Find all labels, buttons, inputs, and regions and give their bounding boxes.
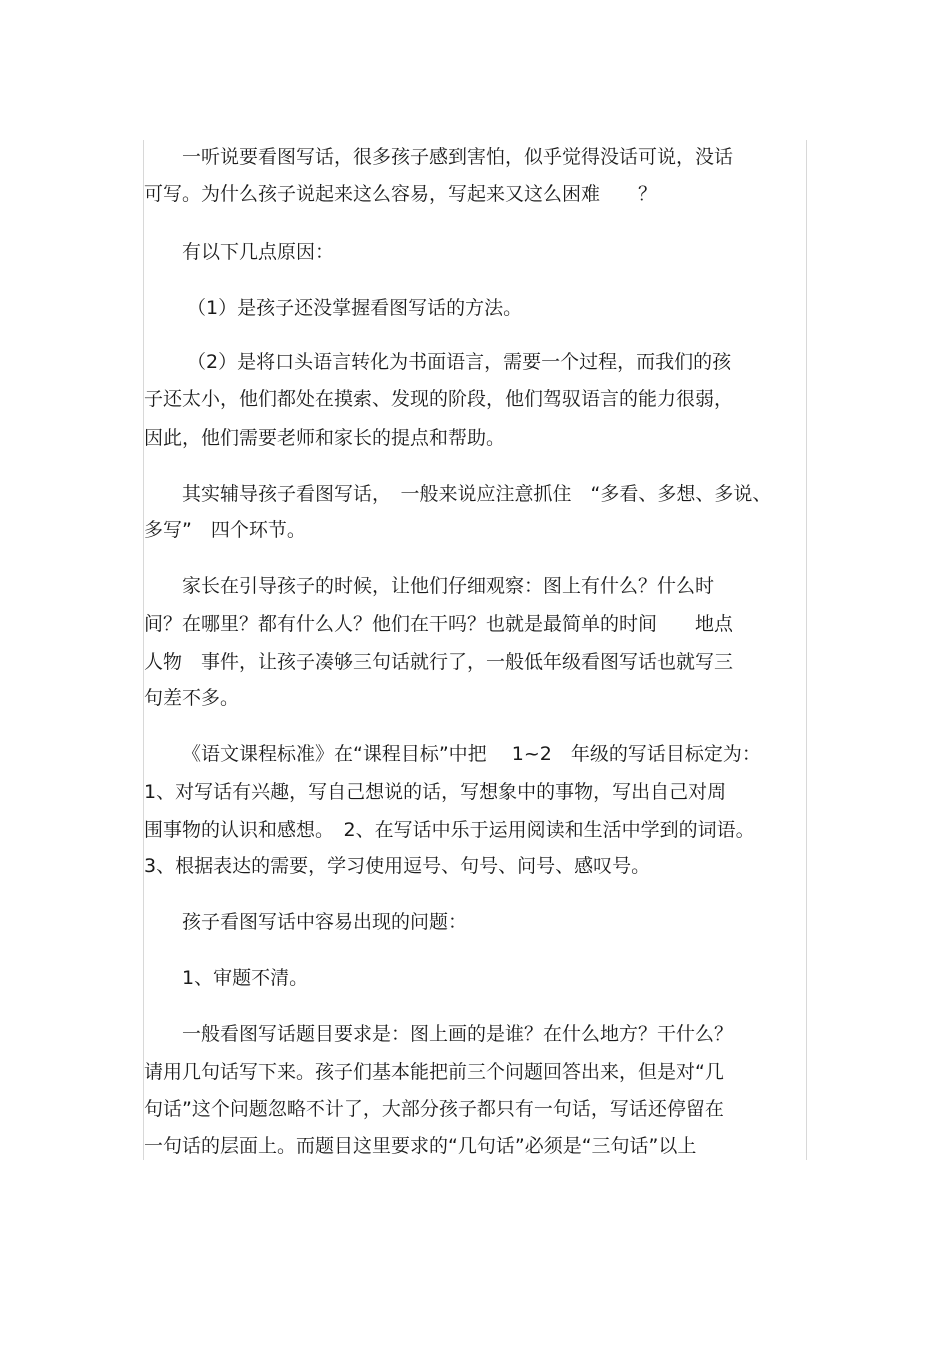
paragraph-7-line-1: 《语文课程标准》在“课程目标”中把 1~2 年级的写话目标定为： bbox=[182, 743, 761, 765]
paragraph-10-line-3: 句话”这个问题忽略不计了，大部分孩子都只有一句话，写话还停留在 bbox=[144, 1098, 724, 1120]
paragraph-4-line-3: 因此，他们需要老师和家长的提点和帮助。 bbox=[144, 427, 506, 449]
paragraph-6-line-3: 人物 事件，让孩子凑够三句话就行了，一般低年级看图写话也就写三 bbox=[144, 651, 734, 673]
paragraph-7-line-2: 1、对写话有兴趣，写自己想说的话，写想象中的事物，写出自己对周 bbox=[144, 781, 727, 803]
paragraph-6-line-2: 间？在哪里？都有什么人？他们在干吗？也就是最简单的时间 地点 bbox=[144, 613, 734, 635]
paragraph-9-line-1: 1、审题不清。 bbox=[182, 967, 309, 989]
page-right-border bbox=[806, 140, 807, 1160]
paragraph-10-line-4: 一句话的层面上。而题目这里要求的“几句话”必须是“三句话”以上 bbox=[144, 1135, 697, 1157]
paragraph-6-line-1: 家长在引导孩子的时候，让他们仔细观察：图上有什么？什么时 bbox=[182, 575, 715, 597]
paragraph-6-line-4: 句差不多。 bbox=[144, 687, 240, 709]
paragraph-1-line-2: 可写。为什么孩子说起来这么容易，写起来又这么困难 ？ bbox=[144, 183, 658, 205]
paragraph-4-line-2: 子还太小，他们都处在摸索、发现的阶段，他们驾驭语言的能力很弱， bbox=[144, 388, 734, 410]
paragraph-2-line-1: 有以下几点原因： bbox=[182, 241, 335, 263]
paragraph-3-line-1: （1）是孩子还没掌握看图写话的方法。 bbox=[187, 297, 523, 319]
paragraph-8-line-1: 孩子看图写话中容易出现的问题： bbox=[182, 911, 468, 933]
paragraph-5-line-2: 多写” 四个环节。 bbox=[144, 519, 306, 541]
paragraph-7-line-3: 围事物的认识和感想。 2、在写话中乐于运用阅读和生活中学到的词语。 bbox=[144, 819, 755, 841]
paragraph-1-line-1: 一听说要看图写话，很多孩子感到害怕，似乎觉得没话可说，没话 bbox=[182, 146, 734, 168]
paragraph-5-line-1: 其实辅导孩子看图写话， 一般来说应注意抓住 “多看、多想、多说、 bbox=[182, 483, 772, 505]
paragraph-10-line-2: 请用几句话写下来。孩子们基本能把前三个问题回答出来，但是对“几 bbox=[144, 1061, 724, 1083]
paragraph-10-line-1: 一般看图写话题目要求是：图上画的是谁？在什么地方？干什么？ bbox=[182, 1023, 734, 1045]
paragraph-4-line-1: （2）是将口头语言转化为书面语言，需要一个过程，而我们的孩 bbox=[187, 351, 732, 373]
paragraph-7-line-4: 3、根据表达的需要，学习使用逗号、句号、问号、感叹号。 bbox=[144, 855, 651, 877]
